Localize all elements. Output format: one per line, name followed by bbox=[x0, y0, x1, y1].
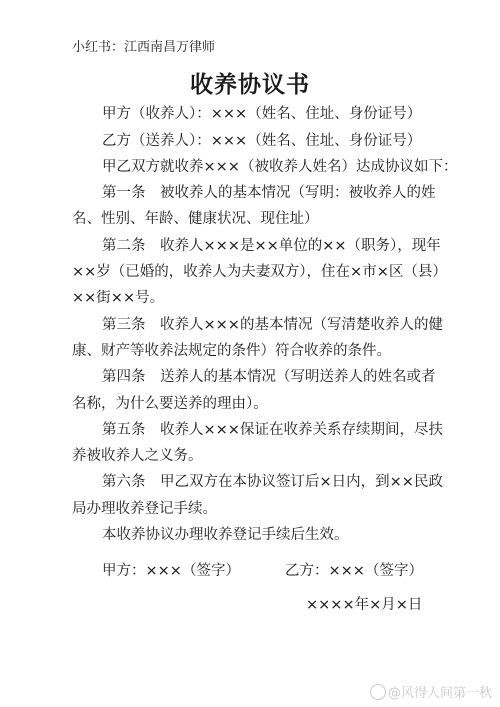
article-4-line-2: 名称，为什么要送养的理由）。 bbox=[72, 396, 268, 412]
signing-date: ××××年×月×日 bbox=[306, 597, 423, 613]
party-a-line: 甲方（收养人）：×××（姓名、住址、身份证号） bbox=[102, 106, 422, 122]
article-5-line-2: 养被收养人之义务。 bbox=[72, 448, 203, 464]
party-a-signature: 甲方：×××（签字） bbox=[102, 563, 240, 579]
party-b-signature: 乙方：×××（签字） bbox=[285, 563, 423, 579]
article-6-line-2: 局办理收养登记手续。 bbox=[72, 501, 217, 517]
article-3-line-1: 第三条 收养人×××的基本情况（写清楚收养人的健 bbox=[102, 317, 443, 333]
source-label: 小红书：江西南昌万律师 bbox=[72, 40, 216, 55]
platform-logo-icon bbox=[370, 684, 386, 700]
agreement-intro: 甲乙双方就收养×××（被收养人姓名）达成协议如下： bbox=[102, 159, 458, 175]
article-6-line-1: 第六条 甲乙双方在本协议签订后×日内，到××民政 bbox=[102, 474, 443, 490]
article-2-line-1: 第二条 收养人×××是××单位的××（职务），现年 bbox=[102, 238, 441, 254]
article-5-line-1: 第五条 收养人×××保证在收养关系存续期间，尽扶 bbox=[102, 422, 443, 438]
effective-clause: 本收养协议办理收养登记手续后生效。 bbox=[102, 527, 349, 543]
watermark-text: @风得人间第一秋 bbox=[387, 686, 492, 701]
article-2-line-2: ××岁（已婚的，收养人为夫妻双方），住在×市×区（县） bbox=[72, 264, 447, 280]
article-3-line-2: 康、财产等收养法规定的条件）符合收养的条件。 bbox=[72, 343, 391, 359]
article-2-line-3: ××街××号。 bbox=[72, 290, 165, 306]
article-4-line-1: 第四条 送养人的基本情况（写明送养人的姓名或者 bbox=[102, 369, 436, 385]
watermark bbox=[370, 682, 492, 701]
party-b-line: 乙方（送养人）：×××（姓名、住址、身份证号） bbox=[102, 133, 422, 149]
article-1-line-1: 第一条 被收养人的基本情况（写明：被收养人的姓 bbox=[102, 185, 436, 201]
article-1-line-2: 名、性别、年龄、健康状况、现住址） bbox=[72, 211, 319, 227]
document-title: 收养协议书 bbox=[190, 72, 310, 98]
